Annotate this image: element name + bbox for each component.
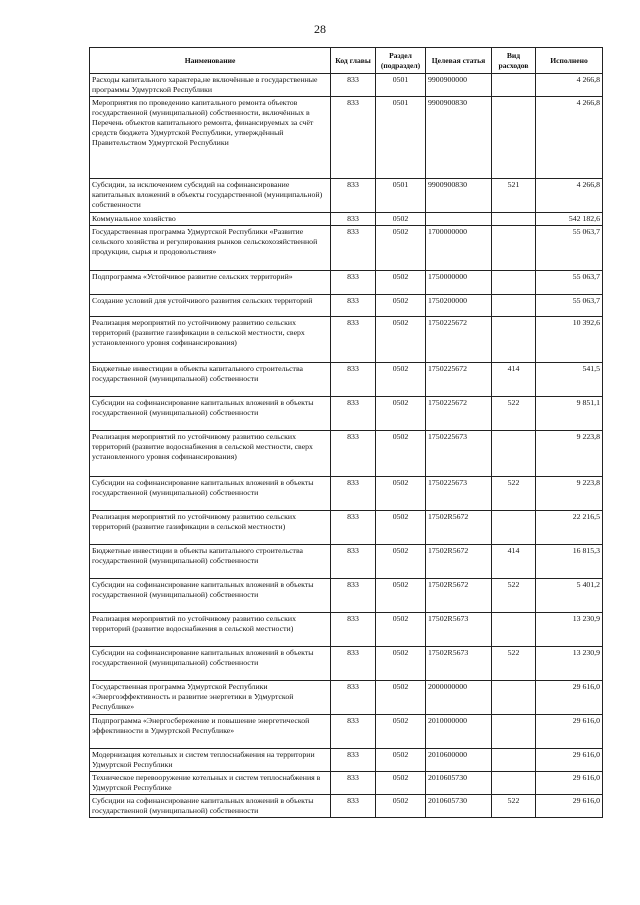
table-row [90,362,603,396]
cell-executed: 13 230,9 [536,612,603,646]
header-kind: Вид расходов [492,48,536,74]
cell-name: Субсидии на софинансирование капитальных вложений в объекты государственной (муниципальной) собственности [90,646,331,680]
cell-kind [492,74,536,97]
table-row [90,544,603,578]
cell-code: 833 [331,96,376,178]
cell-section: 0502 [376,225,426,270]
cell-kind [492,510,536,544]
cell-code: 833 [331,294,376,316]
cell-article: 2000000000 [426,680,492,714]
cell-executed: 13 230,9 [536,646,603,680]
cell-article: 1750000000 [426,270,492,294]
cell-code: 833 [331,714,376,748]
cell-kind: 521 [492,178,536,212]
cell-code: 833 [331,544,376,578]
header-executed: Исполнено [536,48,603,74]
cell-section: 0502 [376,510,426,544]
cell-section: 0501 [376,96,426,178]
header-article: Целевая статья [426,48,492,74]
cell-article [426,212,492,225]
cell-code: 833 [331,362,376,396]
cell-kind [492,212,536,225]
cell-kind: 522 [492,646,536,680]
cell-executed: 9 851,1 [536,396,603,430]
table-row [90,748,603,771]
cell-section: 0502 [376,771,426,794]
cell-kind [492,225,536,270]
cell-kind [492,270,536,294]
cell-code: 833 [331,430,376,476]
cell-code: 833 [331,771,376,794]
cell-executed: 55 063,7 [536,225,603,270]
cell-executed: 29 616,0 [536,794,603,817]
cell-executed: 542 182,6 [536,212,603,225]
cell-executed: 16 815,3 [536,544,603,578]
table-row [90,212,603,225]
table-row [90,430,603,476]
cell-name: Государственная программа Удмуртской Республики «Энергоэффективность и развитие энергетики в Удмуртской Республике» [90,680,331,714]
cell-code: 833 [331,74,376,97]
cell-executed: 29 616,0 [536,771,603,794]
cell-name: Реализация мероприятий по устойчивому развитию сельских территорий (развитие газификации в сельской местности) [90,510,331,544]
cell-article: 9900900830 [426,96,492,178]
cell-name: Бюджетные инвестиции в объекты капитального строительства государственной (муниципальной) собственности [90,544,331,578]
cell-name: Подпрограмма «Энергосбережение и повышение энергетической эффективности в Удмуртской Республике» [90,714,331,748]
cell-name: Государственная программа Удмуртской Республики «Развитие сельского хозяйства и регулирования рынков сельскохозяйственной продукции, сырья и продовольствия» [90,225,331,270]
cell-executed: 4 266,8 [536,178,603,212]
header-code: Код главы [331,48,376,74]
cell-section: 0502 [376,578,426,612]
cell-article: 1750225672 [426,396,492,430]
cell-name: Расходы капитального характера,не включённые в государственные программы Удмуртской Республики [90,74,331,97]
cell-section: 0501 [376,178,426,212]
cell-kind: 522 [492,476,536,510]
cell-code: 833 [331,270,376,294]
table-row [90,794,603,817]
cell-code: 833 [331,225,376,270]
cell-executed: 29 616,0 [536,714,603,748]
cell-kind [492,316,536,362]
cell-kind [492,680,536,714]
cell-article: 2010605730 [426,794,492,817]
cell-executed: 4 266,8 [536,74,603,97]
table-row [90,612,603,646]
cell-code: 833 [331,612,376,646]
cell-article: 1750225673 [426,430,492,476]
cell-name: Субсидии на софинансирование капитальных вложений в объекты государственной (муниципальной) собственности [90,476,331,510]
cell-section: 0502 [376,680,426,714]
cell-name: Бюджетные инвестиции в объекты капитального строительства государственной (муниципальной) собственности [90,362,331,396]
cell-name: Подпрограмма «Устойчивое развитие сельских территорий» [90,270,331,294]
cell-name: Субсидии на софинансирование капитальных вложений в объекты государственной (муниципальной) собственности [90,578,331,612]
cell-kind: 414 [492,362,536,396]
cell-code: 833 [331,316,376,362]
cell-code: 833 [331,794,376,817]
page-number: 28 [314,22,326,36]
cell-section: 0502 [376,714,426,748]
cell-section: 0502 [376,270,426,294]
cell-section: 0502 [376,362,426,396]
cell-name: Мероприятия по проведению капитального ремонта объектов государственной (муниципальной) собственности, включённых в Перечень объектов капитального ремонта, финансируемых за счёт средств бюджета Удмуртской Республики, утверждённый Правительством Удмуртской Республики [90,96,331,178]
table-row [90,316,603,362]
cell-kind [492,771,536,794]
cell-name: Создание условий для устойчивого развития сельских территорий [90,294,331,316]
cell-article: 9900900830 [426,178,492,212]
cell-name: Коммунальное хозяйство [90,212,331,225]
cell-name: Субсидии, за исключением субсидий на софинансирование капитальных вложений в объекты государственной (муниципальной) собственности [90,178,331,212]
table-row [90,714,603,748]
cell-section: 0502 [376,476,426,510]
table-row [90,578,603,612]
cell-section: 0502 [376,612,426,646]
cell-section: 0502 [376,794,426,817]
cell-code: 833 [331,396,376,430]
cell-article: 1700000000 [426,225,492,270]
cell-executed: 541,5 [536,362,603,396]
cell-kind: 522 [492,578,536,612]
cell-executed: 5 401,2 [536,578,603,612]
header-name: Наименование [90,48,331,74]
table-row [90,178,603,212]
header-section: Раздел (подраздел) [376,48,426,74]
table-row [90,771,603,794]
table-row [90,225,603,270]
cell-code: 833 [331,212,376,225]
cell-article: 17502R5673 [426,646,492,680]
cell-kind [492,714,536,748]
cell-section: 0502 [376,396,426,430]
cell-executed: 55 063,7 [536,294,603,316]
cell-code: 833 [331,680,376,714]
cell-name: Модернизация котельных и систем теплоснабжения на территории Удмуртской Республики [90,748,331,771]
table-row [90,74,603,97]
cell-article: 17502R5672 [426,578,492,612]
header-row [90,48,603,74]
cell-article: 17502R5672 [426,544,492,578]
cell-code: 833 [331,646,376,680]
table-row [90,510,603,544]
cell-section: 0502 [376,294,426,316]
cell-name: Субсидии на софинансирование капитальных вложений в объекты государственной (муниципальной) собственности [90,794,331,817]
table-row [90,680,603,714]
cell-executed: 10 392,6 [536,316,603,362]
table-body [90,74,603,818]
cell-section: 0502 [376,316,426,362]
cell-kind: 522 [492,794,536,817]
cell-article: 17502R5672 [426,510,492,544]
cell-section: 0502 [376,646,426,680]
cell-executed: 29 616,0 [536,680,603,714]
cell-name: Реализация мероприятий по устойчивому развитию сельских территорий (развитие водоснабжения в сельской местности) [90,612,331,646]
cell-code: 833 [331,748,376,771]
cell-code: 833 [331,476,376,510]
cell-code: 833 [331,510,376,544]
cell-code: 833 [331,578,376,612]
cell-executed: 4 266,8 [536,96,603,178]
cell-article: 2010605730 [426,771,492,794]
cell-article: 9900900000 [426,74,492,97]
cell-article: 2010600000 [426,748,492,771]
table-row [90,476,603,510]
budget-table [89,47,603,818]
cell-article: 17502R5673 [426,612,492,646]
cell-article: 1750225672 [426,316,492,362]
table-row [90,270,603,294]
cell-kind: 522 [492,396,536,430]
cell-section: 0502 [376,748,426,771]
cell-executed: 29 616,0 [536,748,603,771]
cell-code: 833 [331,178,376,212]
cell-article: 1750200000 [426,294,492,316]
cell-executed: 22 216,5 [536,510,603,544]
cell-name: Субсидии на софинансирование капитальных вложений в объекты государственной (муниципальной) собственности [90,396,331,430]
table-row [90,294,603,316]
cell-section: 0502 [376,544,426,578]
table-row [90,396,603,430]
cell-executed: 55 063,7 [536,270,603,294]
cell-section: 0502 [376,430,426,476]
table-row [90,646,603,680]
cell-kind [492,748,536,771]
cell-kind: 414 [492,544,536,578]
cell-article: 1750225672 [426,362,492,396]
cell-kind [492,430,536,476]
table-row [90,96,603,178]
cell-executed: 9 223,8 [536,476,603,510]
cell-kind [492,96,536,178]
cell-kind [492,294,536,316]
cell-section: 0501 [376,74,426,97]
cell-article: 1750225673 [426,476,492,510]
cell-name: Реализация мероприятий по устойчивому развитию сельских территорий (развитие водоснабжения в сельской местности, сверх установленного уровня софинансирования) [90,430,331,476]
cell-name: Реализация мероприятий по устойчивому развитию сельских территорий (развитие газификации в сельской местности, сверх установленного уровня софинансирования) [90,316,331,362]
cell-kind [492,612,536,646]
cell-executed: 9 223,8 [536,430,603,476]
cell-section: 0502 [376,212,426,225]
table-header [90,48,603,74]
cell-article: 2010000000 [426,714,492,748]
cell-name: Техническое перевооружение котельных и систем теплоснабжения в Удмуртской Республике [90,771,331,794]
